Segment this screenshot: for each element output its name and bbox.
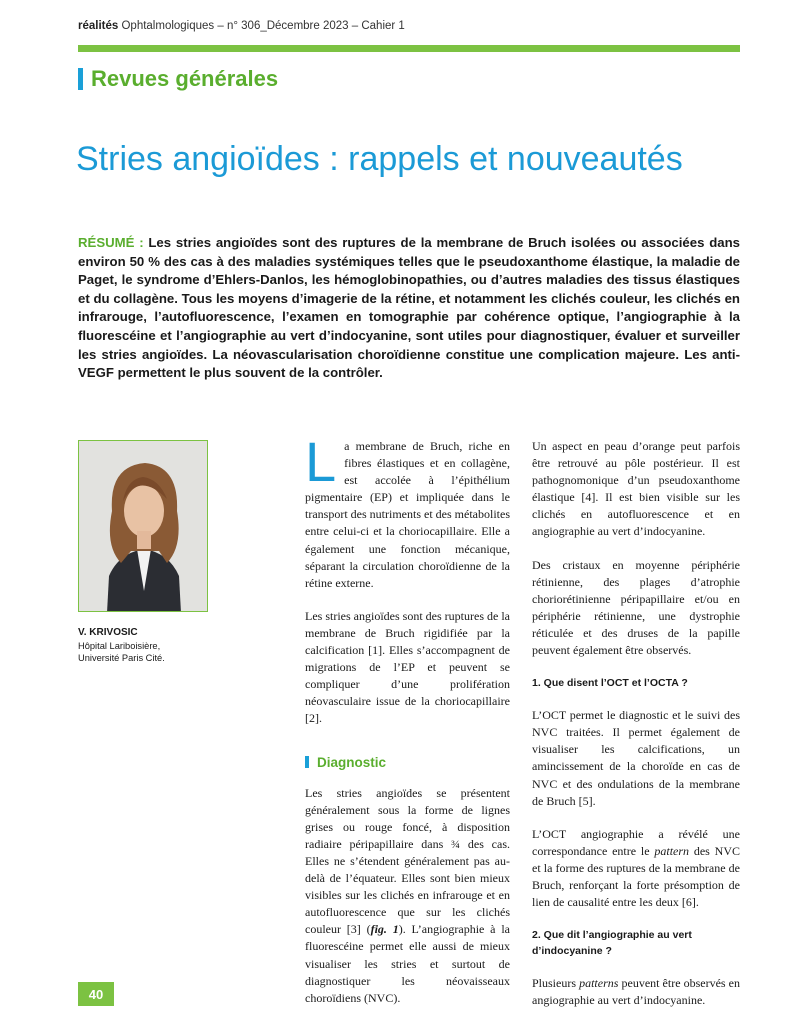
figure-reference: fig. 1 [370, 922, 399, 937]
text: des NVC et la forme des ruptures de la membrane de Bruch, renforçant la forte présomption de lien de causalité entre les deux [6]. [532, 843, 740, 910]
paragraph: Les stries angioïdes sont des ruptures de la membrane de Bruch rigidifiée par la calcification [1]. Elles s’accompagnent de migrations de l’EP et peuvent se compliquer d’une prolifération néovasculaire issue de la choriocapillaire [2]. [305, 608, 510, 726]
drop-cap: L [305, 430, 337, 493]
text: peuvent être observés en angiographie au vert d’indocyanine. [532, 976, 740, 1008]
section-heading [78, 66, 278, 92]
paragraph [532, 826, 740, 911]
article-title: Stries angioïdes : rappels et nouveautés [76, 140, 683, 178]
author-block [78, 627, 165, 665]
text-column-2 [532, 438, 740, 1025]
abstract [78, 234, 740, 383]
intro-paragraph [305, 430, 510, 592]
abstract-text: Les stries angioïdes sont des ruptures de la membrane de Bruch isolées ou associées dans environ 50 % des cas à des maladies systémiques telles que le pseudoxanthome élastique, la maladie de Paget, le syndrome d’Ehlers-Danlos, les hémoglobinopathies, ou d’autres maladies des tissus élastiques et du collagène. Tous les moyens d’imagerie de la rétine, et notamment les clichés couleur, les clichés en infrarouge, l’autofluorescence, l’examen en tomographie par cohérence optique, l’angiographie à la fluorescéine et l’angiographie au vert d’indocyanine, sont utiles pour diagnostiquer, évaluer et surveiller les stries angioïdes. La néovascularisation choroïdienne constitue une complication majeure. Les anti-VEGF permettent le plus souvent de la contrôler. [78, 235, 740, 381]
author-affiliation-2: Université Paris Cité. [78, 653, 165, 663]
paragraph: L’OCT permet le diagnostic et le suivi des NVC traitées. Il permet également de visualiser les calcifications, un amincissement de la choroïde en cas de NVC et des ondulations de la membrane de Bruch [5]. [532, 708, 740, 808]
text: Plusieurs [532, 976, 580, 991]
page-number: 40 [78, 982, 114, 1006]
header-rule [78, 45, 740, 52]
section-label: Revues générales [91, 66, 279, 91]
author-photo [78, 440, 208, 612]
subheading-diagnostic [305, 754, 510, 771]
emphasis: pattern [654, 843, 690, 858]
portrait-image [79, 441, 208, 612]
abstract-label: RÉSUMÉ : [78, 235, 144, 250]
text-column-1 [305, 430, 510, 1023]
subheading-label: Diagnostic [317, 754, 387, 770]
paragraph: Un aspect en peau d’orange peut parfois être retrouvé au pôle postérieur. Il est pathognomonique d’un pseudoxanthome élastique [4]. Il est bien visible sur les clichés en autofluorescence et en angiographie au vert d’indocyanine. [532, 439, 740, 539]
text: ). L’angiographie à la fluorescéine permet elle aussi de mieux visualiser les stries et surtout de diagnostiquer les néovaisseaux choroïdiens (NVC). [305, 922, 510, 1005]
question-heading-2: 2. Que dit l’angiographie au vert d’indocyanine ? [532, 929, 692, 958]
text: Les stries angioïdes se présentent généralement sous la forme de lignes grises ou rouge foncé, à disposition radiaire péripapillaire dans ¾ des cas. Elles ne s’étendent généralement pas au-delà de l’équateur. Elles sont bien mieux visibles sur les clichés en infrarouge et en autofluorescence que sur les clichés couleur [3] ( [305, 785, 510, 937]
paragraph [532, 975, 740, 1009]
emphasis: patterns [579, 976, 619, 991]
subheading-bar-marker [305, 756, 309, 768]
journal-brand: réalités [78, 20, 119, 32]
question-heading-1: 1. Que disent l’OCT et l’OCTA ? [532, 677, 688, 690]
author-affiliation-1: Hôpital Lariboisière, [78, 640, 161, 651]
intro-text: a membrane de Bruch, riche en fibres élastiques et en collagène, est accolée à l’épithélium pigmentaire (EP) et impliquée dans le transport des nutriments et des métabolites entre celui-ci et la choriocapillaire. Elle a également une fonction mécanique, séparant la circulation choroïdienne de la rétine externe. [305, 439, 510, 590]
paragraph [305, 785, 510, 1007]
author-name: V. KRIVOSIC [78, 627, 138, 638]
section-bar-marker [78, 68, 83, 90]
issue-info: Ophtalmologiques – n° 306_Décembre 2023 – Cahier 1 [118, 20, 405, 32]
text: L’OCT angiographie a révélé une correspondance entre le [532, 826, 740, 858]
running-header [78, 20, 405, 32]
paragraph: Des cristaux en moyenne périphérie rétinienne, des plages d’atrophie choriorétinienne péripapillaire et/ou en périphérie rétinienne, une dystrophie réticulée et des druses de la papille peuvent également être observés. [532, 557, 740, 658]
